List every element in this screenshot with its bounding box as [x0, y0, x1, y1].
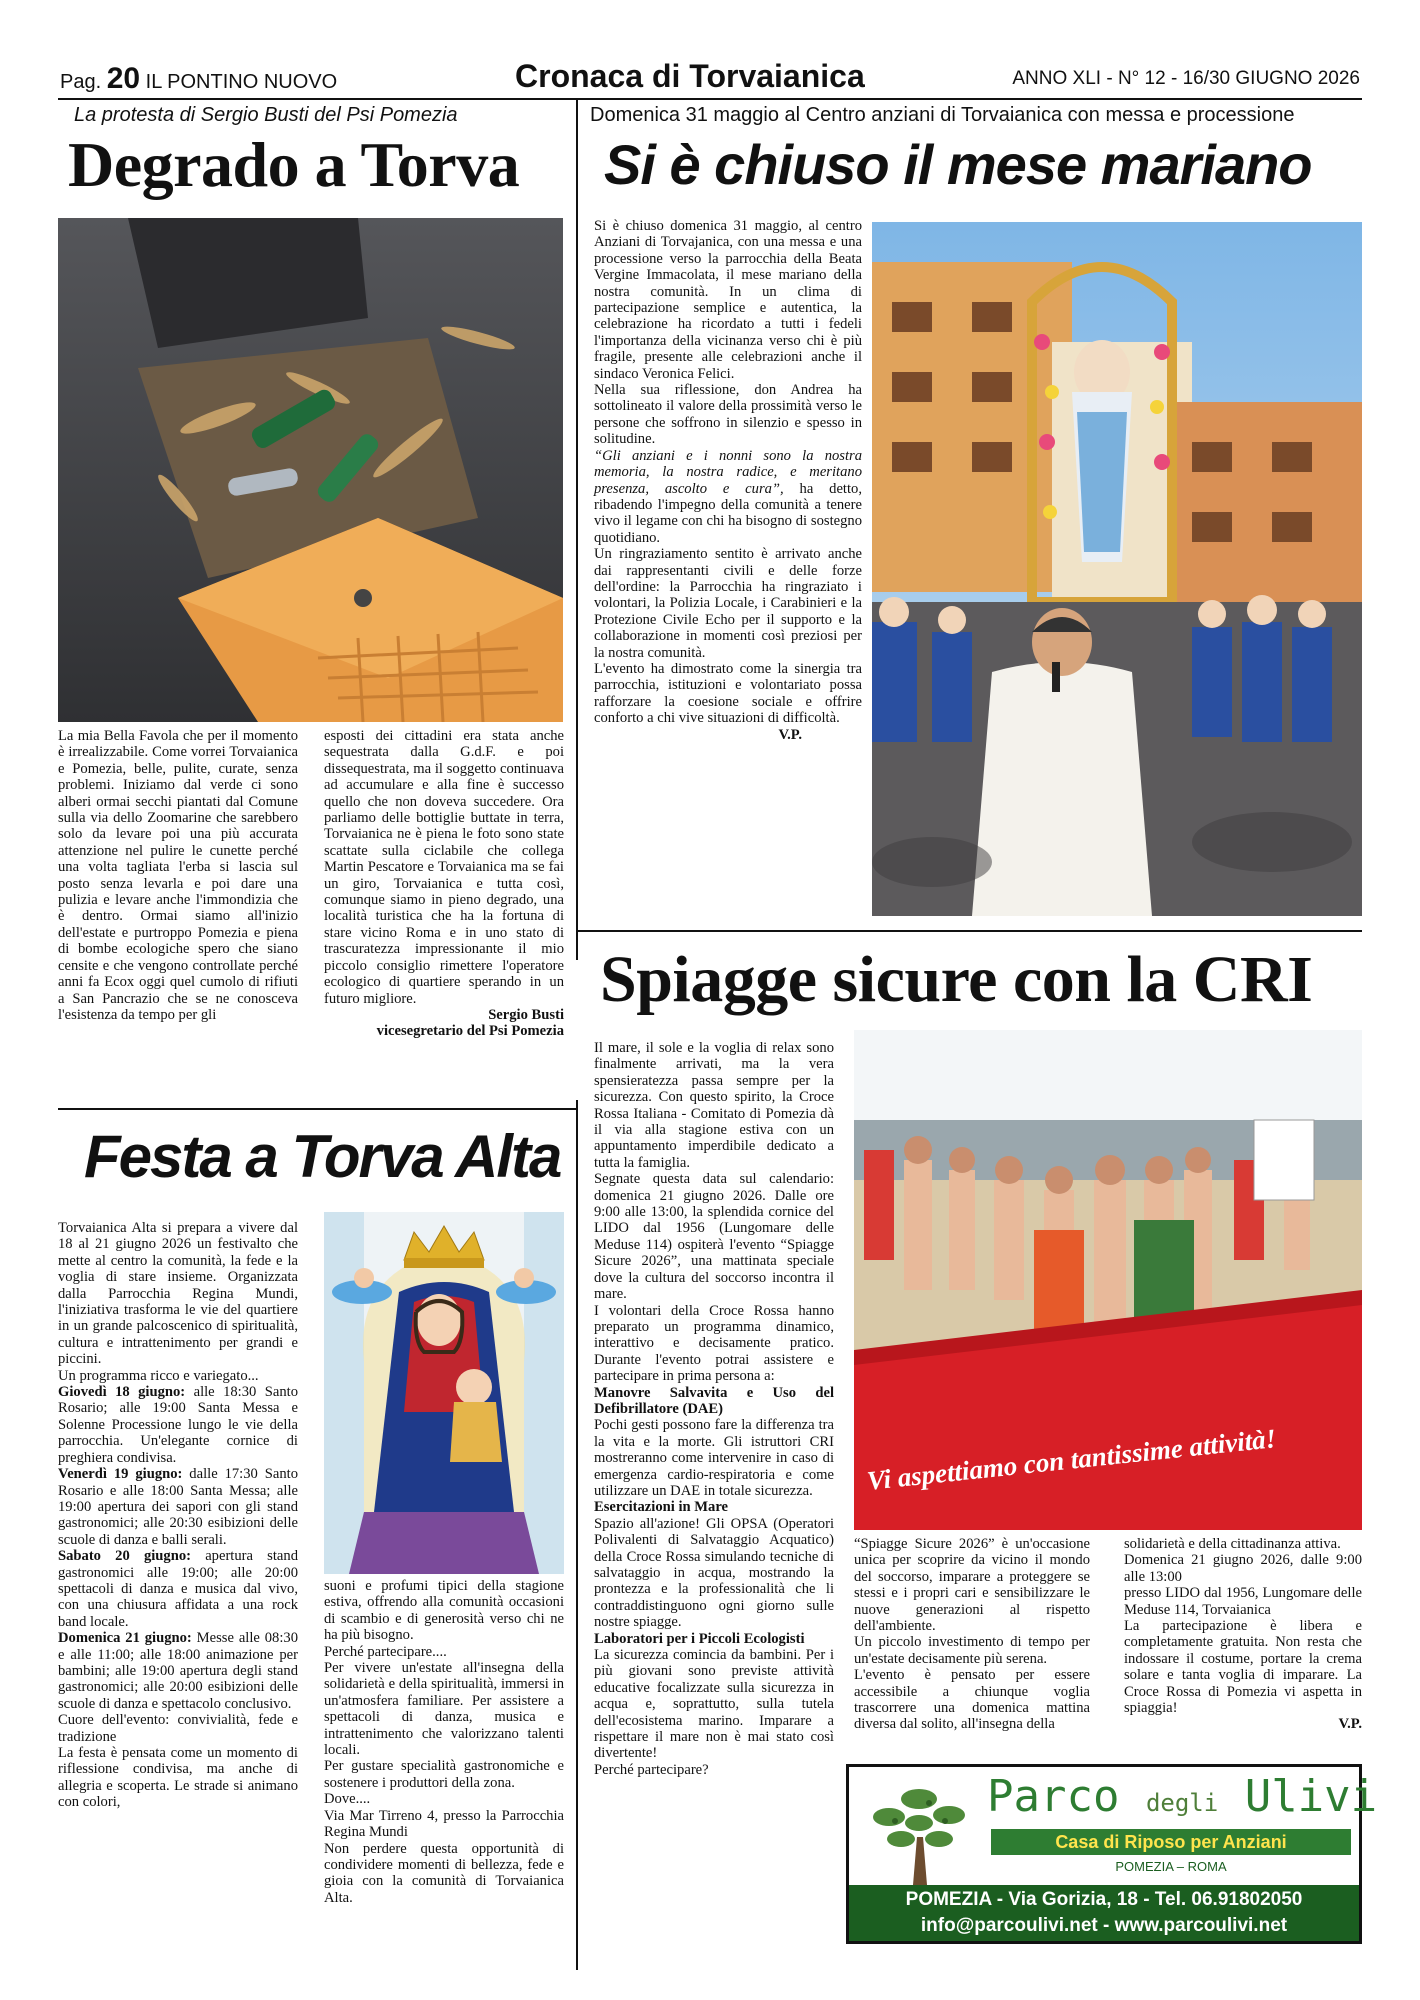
- paragraph: Per gustare specialità gastronomiche e sostenere i produttori della zona.: [324, 1758, 564, 1791]
- ad-parco-ulivi[interactable]: [846, 1764, 1378, 1944]
- paragraph: La festa è pensata come un momento di riflessione condivisa, ma anche di allegria e scoperta. Le strade si animano con colori,: [58, 1745, 298, 1811]
- paper-name: IL PONTINO NUOVO: [145, 71, 338, 93]
- ad-tagline: Casa di Riposo per Anziani: [991, 1829, 1351, 1855]
- ad-contact-bar: [849, 1885, 1359, 1941]
- madonna-image: [324, 1212, 564, 1574]
- day-label: Sabato 20 giugno:: [58, 1548, 191, 1565]
- ad-address: POMEZIA - Via Gorizia, 18 - Tel. 06.91802050: [905, 1889, 1303, 1910]
- cri-col3: [1124, 1536, 1362, 1733]
- paragraph: Un piccolo investimento di tempo per un'estate decisamente più serena.: [854, 1634, 1090, 1667]
- paragraph: presso LIDO dal 1956, Lungomare delle Meduse 114, Torvaianica: [1124, 1585, 1362, 1618]
- paragraph: Dove....: [324, 1791, 371, 1808]
- subheading: Esercitazioni in Mare: [594, 1499, 729, 1516]
- cri-title: Spiagge sicure con la CRI: [600, 943, 1313, 1016]
- procession-photo: [872, 222, 1362, 916]
- ad-location: POMEZIA – ROMA: [1115, 1859, 1227, 1874]
- header-rule: [58, 98, 1362, 100]
- mariano-title: Si è chiuso il mese mariano: [604, 133, 1312, 196]
- subheading: Manovre Salvavita e Uso del Defibrillatore (DAE): [594, 1384, 834, 1417]
- column-divider: [576, 100, 578, 960]
- issue-info: ANNO XLI - N° 12 - 16/30 GIUGNO 2026: [1012, 68, 1360, 89]
- brand-word: degli: [1145, 1789, 1219, 1817]
- festa-col2: [324, 1578, 564, 1906]
- subheading: Laboratori per i Piccoli Ecologisti: [594, 1630, 805, 1647]
- paragraph: “Spiagge Sicure 2026” è un'occasione unica per scoprire da vicino il mondo del soccorso, imparare a proteggere se stessi e i propri cari e sensibilizzare le nuove generazioni al rispetto dell'ambiente.: [854, 1536, 1090, 1635]
- day-label: Domenica 21 giugno:: [58, 1630, 192, 1647]
- column-divider: [576, 1100, 578, 1970]
- mariano-kicker: Domenica 31 maggio al Centro anziani di Torvaianica con messa e processione: [590, 104, 1295, 126]
- paragraph: [58, 1548, 298, 1630]
- paragraph: Pochi gesti possono fare la differenza tra la vita e la morte. Gli istruttori CRI mostreranno come intervenire in caso di emergenza cardio-respiratoria e come utilizzare un DAE in totale sicurezza.: [594, 1417, 834, 1499]
- paragraph: Perché partecipare....: [324, 1643, 447, 1660]
- degrado-col1: [58, 728, 298, 1023]
- paragraph: Spazio all'azione! Gli OPSA (Operatori Polivalenti di Salvataggio Acquatico) della Croce Rossa simulando tecniche di salvataggio in acqua, mostrando la prontezza e la professionalità che li contraddistinguono ogni giorno sulle nostre spiagge.: [594, 1515, 834, 1631]
- page-label: [60, 62, 337, 96]
- paragraph: Perché partecipare?: [594, 1761, 709, 1778]
- paragraph: Per vivere un'estate all'insegna della solidarietà e della spiritualità, immersi in un'atmosfera familiare. Per assistere a spettacoli di danza, musica e intrattenimento che valorizzano talenti locali.: [324, 1660, 564, 1759]
- beach-photo: [854, 1030, 1362, 1530]
- cri-banner-text: Vi aspettiamo con tantissime attività!: [865, 1423, 1278, 1496]
- cri-col1: [594, 1040, 834, 1778]
- quote: “Gli anziani e i nonni sono la nostra memoria, la nostra radice, e meritano presenza, ascolto e cura”,: [594, 447, 862, 497]
- paragraph: Un programma ricco e variegato...: [58, 1367, 259, 1384]
- degrado-col2: [324, 728, 564, 1040]
- paragraph: Non perdere questa opportunità di condividere momenti di bellezza, fede e gioia con la comunità di Torvaianica Alta.: [324, 1840, 564, 1906]
- paragraph: Si è chiuso domenica 31 maggio, al centro Anziani di Torvajanica, con una messa e una processione verso la parrocchia della Beata Vergine Immacolata, il mese mariano della nostra comunità. In un clima di partecipazione semplice e autentica, la celebrazione ha ricordato a tutti i fedeli l'importanza della vicinanza verso chi è più fragile, presente alle celebrazioni anche il sindaco Veronica Felici.: [594, 218, 862, 382]
- ad-contacts[interactable]: info@parcoulivi.net - www.parcoulivi.net: [920, 1915, 1288, 1936]
- signature-role: vicesegretario del Psi Pomezia: [376, 1023, 564, 1040]
- brand-word: Ulivi: [1244, 1771, 1378, 1822]
- paragraph: La sicurezza comincia da bambini. Per i più giovani sono previste attività educative focalizzate sulla sicurezza in acqua e, soprattutto, sulla tutela dell'ecosistema marino. Imparare a rispettare il mare non è mai stato così divertente!: [594, 1647, 834, 1762]
- paragraph: La mia Bella Favola che per il momento è irrealizzabile. Come vorrei Torvaianica e Pomezia, belle, pulite, curate, senza problemi. Iniziamo dal verde ci sono alberi ormai secchi piantati dal Comune sulla via dello Zoomarine che sarebbero solo da levare poi una più accurata attenzione nel pulire le cunette perché una volta tagliata l'erba si lascia sul posto senza levarla e poi dare una pulizia e levare anche l'immondizia che è dentro. Ormai siamo all'inizio dell'estate e purtroppo Pomezia e piena di bombe ecologiche spero che siano censite e che vengono controllate perché anni fa Ecox oggi quel cumolo di rifiuti a San Pancrazio che se ne conosceva l'esistenza da tempo per gli: [58, 728, 298, 1023]
- degrado-title: Degrado a Torva: [68, 129, 520, 200]
- paragraph: Un ringraziamento sentito è arrivato anche dai rappresentanti civili e delle forze dell'ordine: la Parrocchia ha ringraziato i volontari, la Polizia Locale, i Carabinieri e la Protezione Civile Echo per il supporto e la collaborazione in momenti così preziosi per la nostra comunità.: [594, 546, 862, 661]
- signature-name: Sergio Busti: [488, 1006, 564, 1023]
- paragraph: Nella sua riflessione, don Andrea ha sottolineato il valore della prossimità verso le persone che soffrono in silenzio e spesso in solitudine.: [594, 382, 862, 448]
- paragraph: La partecipazione è libera e completamente gratuita. Non resta che indossare il costume, portare la crema solare e tanta voglia di imparare. La Croce Rossa di Pomezia vi aspetta in spiaggia!: [1124, 1618, 1362, 1717]
- signature: V.P.: [1338, 1716, 1362, 1733]
- olive-tree-icon: [859, 1777, 977, 1885]
- section-title: Cronaca di Torvaianica: [515, 58, 865, 94]
- paragraph: Segnate questa data sul calendario: domenica 21 giugno 2026. Dalle ore 9:00 alle 13:00, la splendida cornice del LIDO dal 1956 (Lungomare delle Meduse 114) ospiterà l'evento “Spiagge Sicure 2026”, una mattinata speciale dove la cultura del soccorso incontra il mare.: [594, 1171, 834, 1303]
- paragraph: Via Mar Tirreno 4, presso la Parrocchia Regina Mundi: [324, 1807, 564, 1841]
- day-label: Giovedì 18 giugno:: [58, 1384, 186, 1401]
- paragraph: Domenica 21 giugno 2026, dalle 9:00 alle 13:00: [1124, 1552, 1362, 1585]
- paragraph: solidarietà e della cittadinanza attiva.: [1124, 1536, 1341, 1552]
- mariano-text: [594, 218, 862, 743]
- paragraph: [594, 448, 862, 546]
- section-divider: [578, 930, 1362, 932]
- paragraph: I volontari della Croce Rossa hanno preparato un programma dinamico, interattivo e decisamente pratico. Durante l'evento potrai assistere e partecipare in prima persona a:: [594, 1302, 834, 1385]
- signature: V.P.: [778, 726, 802, 743]
- ad-brand: [987, 1771, 1377, 1822]
- text: apertura stand gastronomici alle 19:00; alle 20:00 spettacoli di danza e musica dal vivo, con una chiusura affidata a una rock band locale.: [58, 1548, 298, 1630]
- paragraph: Torvaianica Alta si prepara a vivere dal 18 al 21 giugno 2026 un festivalto che mette al centro la comunità, la fede e la voglia di stare insieme. Organizzata dalla Parrocchia Regina Mundi, l'iniziativa trasforma le vie del quartiere in un grande palcoscenico di spiritualità, cultura e intrattenimento per grandi e piccini.: [58, 1220, 298, 1368]
- degrado-kicker: La protesta di Sergio Busti del Psi Pomezia: [74, 104, 458, 126]
- festa-title: Festa a Torva Alta: [84, 1123, 561, 1190]
- text: ha detto, ribadendo l'impegno della comunità a tenere vivo il legame con chi ha bisogno di sostegno quotidiano.: [594, 480, 862, 546]
- degrado-photo: [58, 218, 563, 722]
- day-label: Venerdì 19 giugno:: [58, 1466, 183, 1483]
- paragraph: [58, 1384, 298, 1466]
- paragraph: Il mare, il sole e la voglia di relax sono finalmente arrivati, ma la vera spensieratezza passa sempre per la sicurezza. Con questo spirito, la Croce Rossa Italiana - Comitato di Pomezia dà il via alla stagione estiva con un appuntamento imperdibile dedicato a tutta la famiglia.: [594, 1040, 834, 1171]
- paragraph: suoni e profumi tipici della stagione estiva, offrendo alla comunità occasioni di scambio e di generosità verso chi ne ha più bisogno.: [324, 1578, 564, 1644]
- page-number: 20: [106, 62, 141, 95]
- text: dalle 17:30 Santo Rosario e alle 18:00 Santa Messa; alle 19:00 apertura dei sapori con gli stand gastronomici; alle 20:30 esibizioni delle scuole di danza e balli serali.: [58, 1466, 298, 1548]
- paragraph: L'evento ha dimostrato come la sinergia tra parrocchia, istituzioni e volontariato possa rafforzare la coesione sociale e offrire conforto a chi vive situazioni di difficoltà.: [594, 660, 862, 727]
- cri-col2: [854, 1536, 1090, 1733]
- brand-word: Parco: [987, 1771, 1120, 1822]
- text: Messe alle 08:30 e alle 11:00; alle 18:00 animazione per bambini; alle 19:00 apertura degli stand gastronomici; alle 20:00 esibizioni delle scuole di danza e spettacolo conclusivo.: [58, 1630, 299, 1712]
- festa-col1: [58, 1220, 298, 1811]
- section-divider: [58, 1108, 576, 1110]
- paragraph: [58, 1466, 298, 1548]
- paragraph: L'evento è pensato per essere accessibile a chiunque voglia trascorrere una domenica mattina diversa dal solito, all'insegna della: [854, 1667, 1090, 1733]
- pag-text: Pag.: [60, 71, 102, 93]
- paragraph: [58, 1630, 298, 1712]
- text: alle 18:30 Santo Rosario; alle 19:00 Santa Messa e Solenne Processione lungo le vie della parrocchia. Un'elegante cornice di preghiera condivisa.: [58, 1384, 299, 1466]
- paragraph: esposti dei cittadini era stata anche sequestrata dalla G.d.F. e poi dissequestrata, ma il soggetto continuava ad accumulare e alla fine è successo quello che non doveva succedere. Ora parliamo delle bottiglie buttate in terra, Torvaianica ne è piena le foto sono state scattate sulla ciclabile che collega Martin Pescatore e Torvaianica ma se fai un giro, Torvaianica e tutta così, comunque siamo in pieno degrado, una località turistica che ha la fortuna di stare vicino Roma e in uno stato di trascuratezza impressionante il mio piccolo consiglio rimettere l'operatore ecologico di quartiere sperando in un futuro migliore.: [324, 728, 564, 1007]
- paragraph: Cuore dell'evento: convivialità, fede e tradizione: [58, 1712, 298, 1745]
